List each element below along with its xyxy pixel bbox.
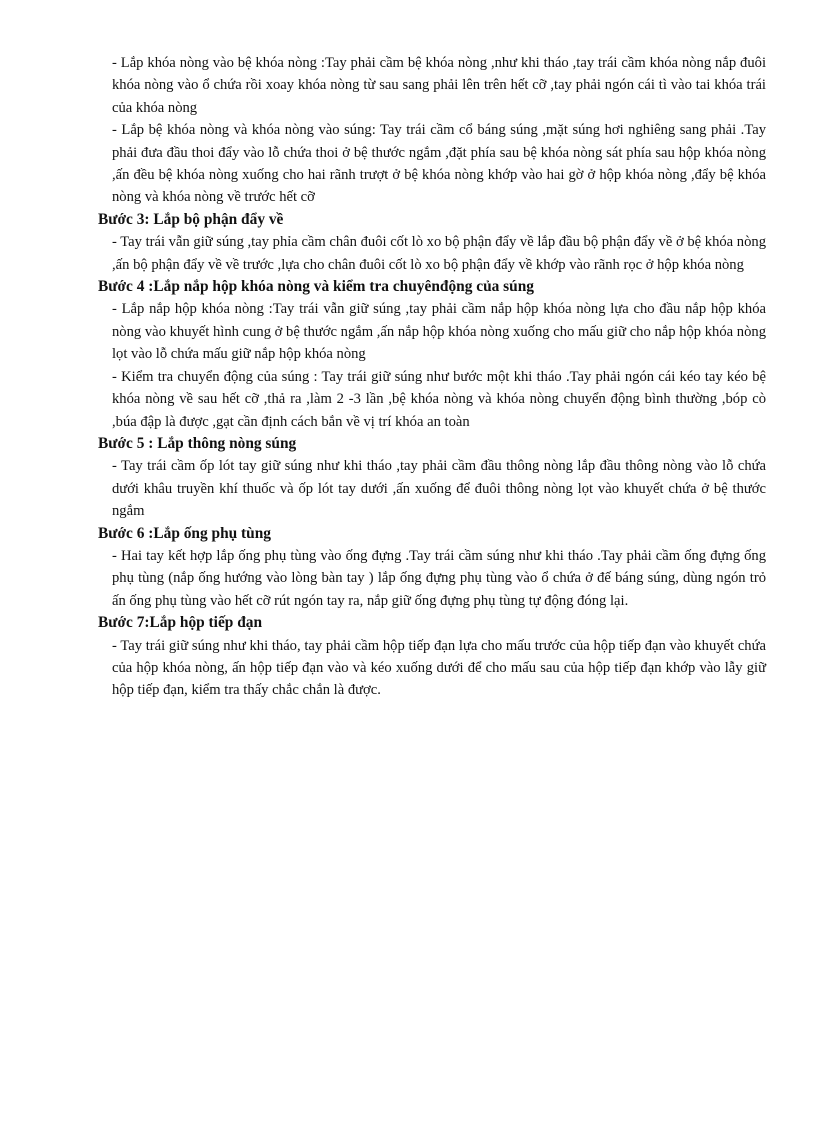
- paragraph-buoc-5: - Tay trái cầm ốp lót tay giữ súng như khi tháo ,tay phải cầm đầu thông nòng lắp đầu thông nòng vào lỗ chứa dưới khâu truyền khí thuốc và ốp lót tay dưới ,ấn xuống để đuôi thông nòng lọt vào khuyết chứa ở bệ thước ngắm: [112, 458, 766, 520]
- heading-buoc-3: Bước 3: Lắp bộ phận đẩy về: [98, 210, 284, 228]
- heading-buoc-7: Bước 7:Lắp hộp tiếp đạn: [98, 614, 263, 632]
- paragraph-kiem-tra: - Kiểm tra chuyển động của súng : Tay trái giữ súng như bước một khi tháo .Tay phải ngón cái kéo tay kéo bệ khóa nòng về sau hết cỡ ,thả ra ,làm 2 -3 lần ,bệ khóa nòng và khóa nòng chuyển động bình thường ,bóp cò ,búa đập là được ,gạt cần định cách bắn về vị trí khóa an toàn: [112, 368, 766, 430]
- heading-buoc-5: Bước 5 : Lắp thông nòng súng: [98, 434, 297, 452]
- heading-buoc-4: Bước 4 :Lắp nắp hộp khóa nòng và kiểm tra chuyênđộng của súng: [98, 278, 534, 296]
- paragraph-lap-nap-hop: - Lắp nắp hộp khóa nòng :Tay trái vẫn giữ súng ,tay phải cầm nắp hộp khóa nòng lựa cho đầu nắp hộp khóa nòng vào khuyết hình cung ở bệ thước ngắm ,ấn nắp hộp khóa nòng xuống cho mấu giữ cho nắp hộp khóa nòng lọt vào lỗ chứa mấu giữ nắp hộp khóa nòng: [112, 301, 766, 363]
- document-body: [98, 52, 766, 702]
- paragraph-buoc-6: - Hai tay kết hợp lắp ống phụ tùng vào ống đựng .Tay trái cầm súng như khi tháo .Tay phải cầm ống đựng ống phụ tùng (nắp ống hướng vào lòng bàn tay ) lắp ống đựng phụ tùng vào ổ chứa ở đế báng súng, dùng ngón trỏ ấn ống phụ tùng vào hết cỡ rút ngón tay ra, nắp giữ ống đựng phụ tùng tự động đóng lại.: [112, 547, 766, 609]
- paragraph-lap-be-khoa-nong: - Lắp bệ khóa nòng và khóa nòng vào súng: Tay trái cầm cổ báng súng ,mặt súng hơi nghiêng sang phải .Tay phải đưa đầu thoi đẩy vào lỗ chứa thoi ở bệ thước ngắm ,đặt phía sau bệ khóa nòng sát phía sau hộp khóa nòng ,ấn đều bệ khóa nòng xuống cho hai rãnh trượt ở bệ khóa nòng khớp vào hai gờ ở hộp khóa nòng ,đẩy bệ khóa nòng và khóa nòng về trước hết cỡ: [112, 122, 766, 206]
- paragraph-buoc-7: - Tay trái giữ súng như khi tháo, tay phải cầm hộp tiếp đạn lựa cho mấu trước của hộp tiếp đạn vào khuyết chứa của hộp khóa nòng, ấn hộp tiếp đạn vào và kéo xuống dưới để cho mấu sau của hộp tiếp đạn khớp vào lẫy giữ hộp tiếp đạn, kiểm tra thấy chắc chắn là được.: [112, 637, 766, 699]
- paragraph-buoc-3: - Tay trái vẫn giữ súng ,tay phỉa cầm chân đuôi cốt lò xo bộ phận đẩy về lắp đầu bộ phận đẩy về ở bệ khóa nòng ,ấn bộ phận đẩy về về trước ,lựa cho chân đuôi cốt lò xo bộ phận đẩy về khớp vào rãnh rọc ở hộp khóa nòng: [112, 234, 766, 273]
- heading-buoc-6: Bước 6 :Lắp ống phụ tùng: [98, 524, 272, 542]
- paragraph-lap-khoa-nong: - Lắp khóa nòng vào bệ khóa nòng :Tay phải cầm bệ khóa nòng ,như khi tháo ,tay trái cầm khóa nòng nắp đuôi khóa nòng vào ổ chứa rồi xoay khóa nòng từ sau sang phải lên trên hết cỡ ,tay phải ngón cái tì vào tai khóa trái của khóa nòng: [112, 55, 766, 116]
